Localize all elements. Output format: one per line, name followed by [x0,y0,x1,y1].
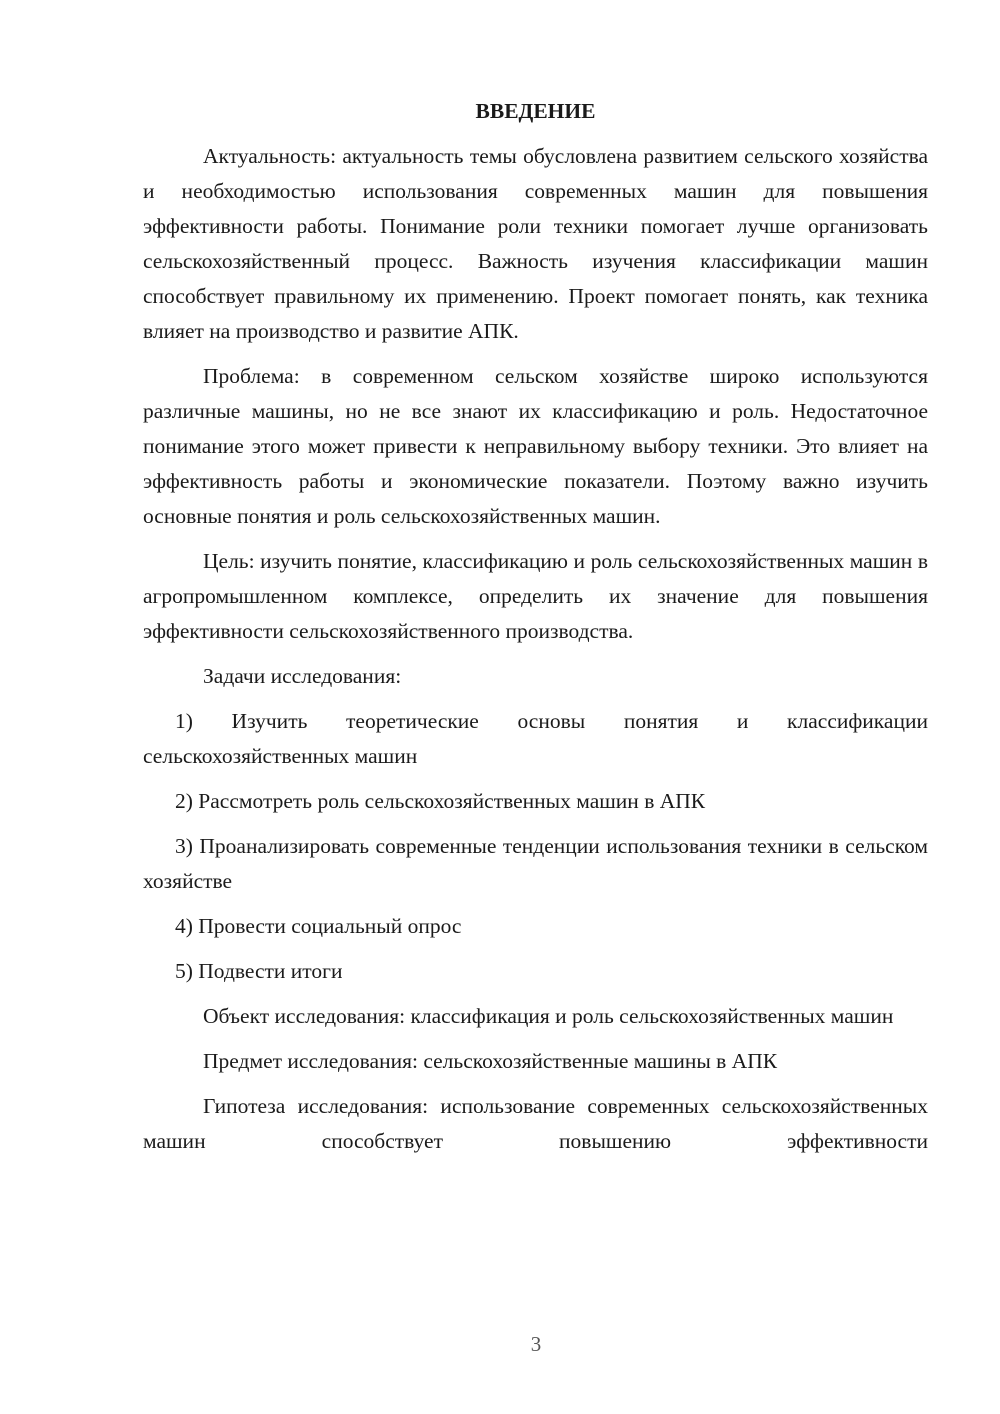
paragraph-subject: Предмет исследования: сельскохозяйственные машины в АПК [203,1049,778,1073]
tasks-heading: Задачи исследования: [203,664,402,688]
paragraph-relevance: Актуальность: актуальность темы обусловлена развитием сельского хозяйства и необходимостью использования современных машин для повышения эффективности работы. Понимание роли техники помогает лучше организовать сельскохозяйственный процесс. Важность изучения классификации машин способствует правильному их применению. Проект помогает понять, как техника влияет на производство и развитие АПК. [143,144,928,343]
paragraph-hypothesis: Гипотеза исследования: использование современных сельскохозяйственных машин способствует повышению эффективности [143,1094,928,1153]
paragraph-problem: Проблема: в современном сельском хозяйстве широко используются различные машины, но не все знают их классификацию и роль. Недостаточное понимание этого может привести к неправильному выбору техники. Это влияет на эффективность работы и экономические показатели. Поэтому важно изучить основные понятия и роль сельскохозяйственных машин. [143,364,928,528]
page-number: 3 [530,1332,542,1356]
paragraph-goal: Цель: изучить понятие, классификацию и роль сельскохозяйственных машин в агропромышленном комплексе, определить их значение для повышения эффективности сельскохозяйственного производства. [143,549,928,643]
task-item-3: 3) Проанализировать современные тенденции использования техники в сельском хозяйстве [143,834,928,893]
section-heading: ВВЕДЕНИЕ [475,99,596,123]
page-content [143,94,928,1169]
task-item-1: 1) Изучить теоретические основы понятия и классификации сельскохозяйственных машин [143,709,928,768]
task-item-4: 4) Провести социальный опрос [175,914,462,938]
task-item-5: 5) Подвести итоги [175,959,343,983]
task-item-2: 2) Рассмотреть роль сельскохозяйственных машин в АПК [175,789,706,813]
paragraph-object: Объект исследования: классификация и роль сельскохозяйственных машин [203,1004,894,1028]
